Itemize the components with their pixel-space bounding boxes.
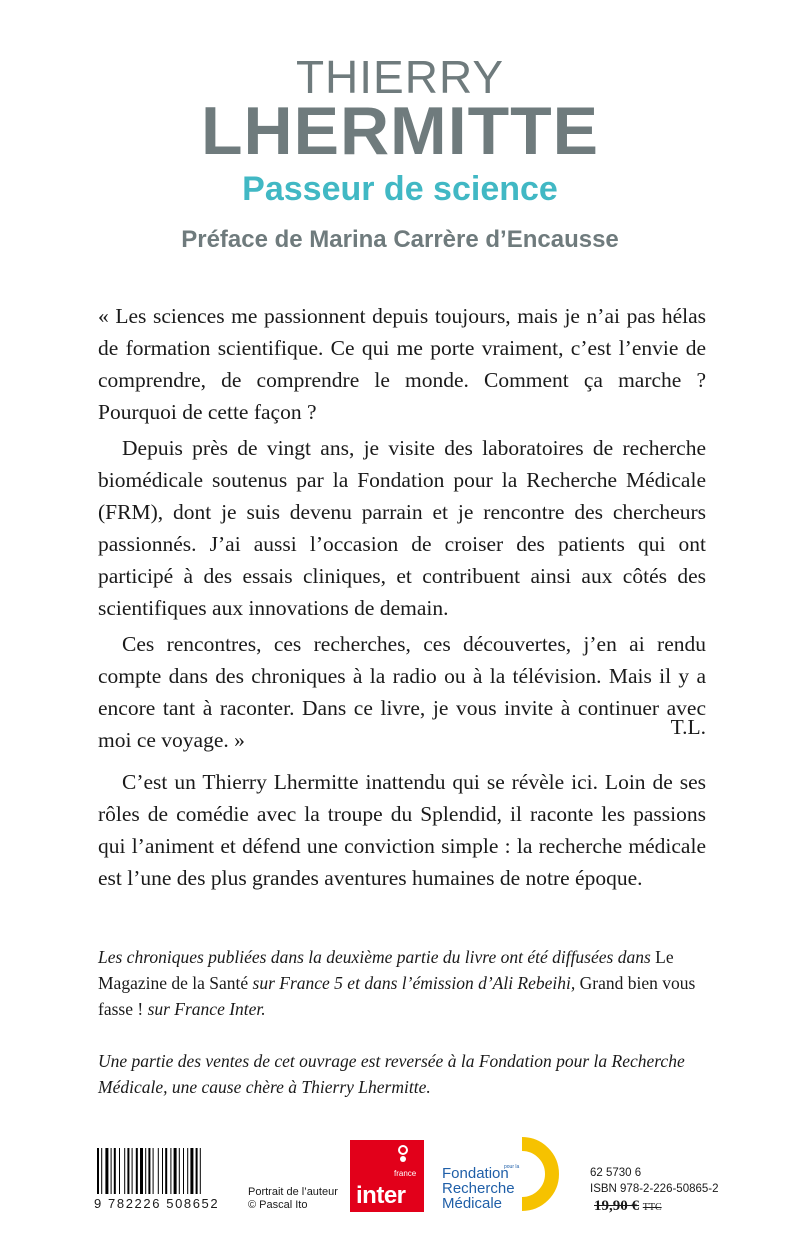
donation-text: Une partie des ventes de cet ouvrage est reversée à la Fondation pour la Recherche Médicale, une cause chère à Thierry Lhermitte. <box>98 1051 685 1097</box>
frm-line: Fondation <box>442 1165 509 1182</box>
quote-signature: T.L. <box>670 715 706 739</box>
show-name: Le Magazine de la Santé <box>98 947 674 993</box>
author-last-name: LHERMITTE <box>200 93 600 169</box>
france-inter-logo <box>350 1140 424 1212</box>
france-inter-mark-icon <box>396 1144 410 1164</box>
price-amount: 19,90 € <box>594 1198 639 1214</box>
broadcast-credits <box>98 944 708 1022</box>
portrait-credit-line: © Pascal Ito <box>248 1199 308 1211</box>
show-name: Grand bien vous fasse ! <box>98 973 696 1019</box>
frm-line: Recherche <box>442 1180 515 1197</box>
frm-pour-text: pour la <box>504 1164 520 1170</box>
barcode-number: 9 782226 508652 <box>94 1196 220 1211</box>
credits-text: sur France Inter. <box>147 999 266 1019</box>
price-tax-label: TTC <box>642 1202 662 1213</box>
product-code: 62 5730 6 <box>590 1167 642 1179</box>
barcode-icon <box>96 1148 232 1194</box>
book-codes <box>590 1165 719 1197</box>
book-title: Passeur de science <box>242 170 558 208</box>
portrait-credit <box>248 1186 338 1212</box>
quote-paragraph: Ces rencontres, ces recherches, ces découvertes, j’en ai rendu compte dans des chroniques à la radio ou à la télévision. Mais il y a encore tant à raconter. Dans ce livre, je vous invite à continuer avec moi ce voyage. » <box>98 632 706 752</box>
blurb <box>98 766 706 898</box>
frm-line: Médicale <box>442 1195 503 1212</box>
portrait-credit-line: Portrait de l’auteur <box>248 1186 338 1198</box>
blurb-paragraph: C’est un Thierry Lhermitte inattendu qui se révèle ici. Loin de ses rôles de comédie avec la troupe du Splendid, il raconte les passions qui l’animent et défend une conviction simple : la recherche médicale est l’une des plus grandes aventures humaines de notre époque. <box>98 770 706 890</box>
france-inter-name: inter <box>356 1182 406 1209</box>
author-quote <box>98 300 706 760</box>
isbn: ISBN 978-2-226-50865-2 <box>590 1183 719 1195</box>
quote-paragraph: « Les sciences me passionnent depuis toujours, mais je n’ai pas hélas de formation scientifique. Ce qui me porte vraiment, c’est l’envie de comprendre, de comprendre le monde. Comment ça marche ? Pourquoi de cette façon ? <box>98 304 706 424</box>
quote-paragraph: Depuis près de vingt ans, je visite des laboratoires de recherche biomédicale soutenus par la Fondation pour la Recherche Médicale (FRM), dont je suis devenu parrain et je rencontre des chercheurs passionnés. J’ai aussi l’occasion de croiser des patients qui ont participé à des essais cliniques, et contribuent ainsi aux côtés des scientifiques aux innovations de demain. <box>98 436 706 620</box>
donation-note <box>98 1048 708 1100</box>
credits-text: sur France 5 et dans l’émission d’Ali Rebeihi, <box>252 973 576 993</box>
frm-logo-text <box>442 1166 515 1211</box>
france-inter-small-text: france <box>394 1169 417 1178</box>
author-first-name: THIERRY <box>295 51 505 103</box>
preface-credit: Préface de Marina Carrère d’Encausse <box>181 226 619 253</box>
credits-text: Les chroniques publiées dans la deuxième partie du livre ont été diffusées dans <box>98 947 651 967</box>
price <box>594 1198 662 1215</box>
